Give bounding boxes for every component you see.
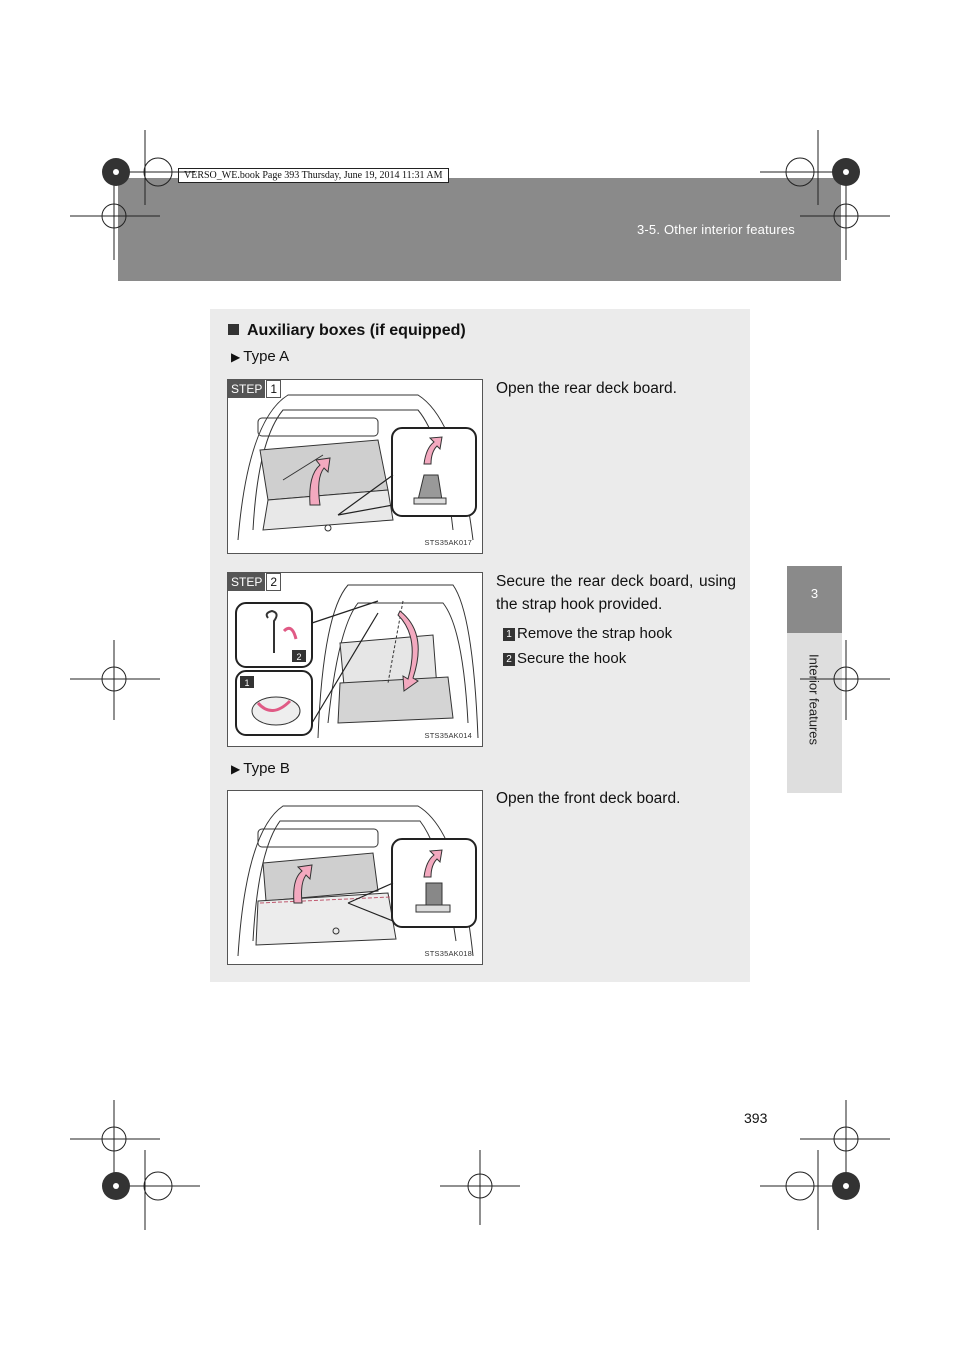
figure-code: STS35AK017 — [424, 538, 472, 547]
book-stamp: VERSO_WE.book Page 393 Thursday, June 19, 2014 11:31 AM — [178, 168, 449, 183]
figure-code: STS35AK014 — [424, 731, 472, 740]
section-heading-text: Auxiliary boxes (if equipped) — [247, 322, 466, 339]
number-1-icon: 1 — [503, 628, 515, 641]
section-title: 3-5. Other interior features — [636, 222, 795, 237]
triangle-bullet-icon: ▶ — [231, 350, 241, 364]
step-2-badge: STEP 2 — [228, 573, 281, 591]
svg-text:1: 1 — [244, 678, 250, 688]
sub-item-1-text: Remove the strap hook — [517, 625, 673, 642]
number-2-icon: 2 — [503, 653, 515, 666]
chapter-number: 3 — [810, 586, 819, 601]
type-a-text: Type A — [243, 348, 290, 365]
page-number: 393 — [744, 1110, 768, 1126]
svg-text:2: 2 — [296, 652, 302, 662]
type-b-step-text: Open the front deck board. — [496, 790, 681, 807]
chapter-title: Interior features — [806, 653, 822, 746]
triangle-bullet-icon: ▶ — [231, 762, 241, 776]
type-b-text: Type B — [243, 760, 290, 777]
figure-code: STS35AK018 — [424, 949, 472, 958]
step-1-badge: STEP 1 — [228, 380, 281, 398]
sub-item-2-text: Secure the hook — [517, 650, 627, 667]
step-1-text: Open the rear deck board. — [496, 380, 677, 397]
step-2-text: Secure the rear deck board, using the strap hook provided. — [496, 573, 736, 613]
